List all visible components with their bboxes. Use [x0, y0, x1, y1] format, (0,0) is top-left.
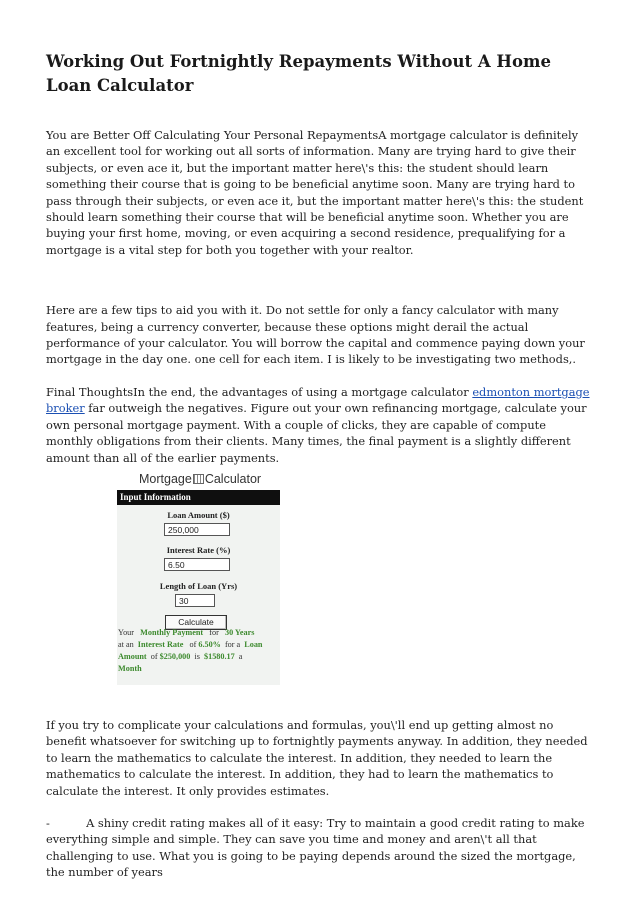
interest-rate-label: Interest Rate (%) [166, 545, 231, 555]
result-word: Your [118, 628, 135, 637]
calculator-icon [193, 474, 204, 484]
paragraph-tips: Here are a few tips to aid you with it. Do not settle for only a fancy calculator with many features, being a currency converter, because these options might derail the actual performance of your calculator. You will borrow the capital and commence paying down your mortgage in the day one. one cell for each item. I is likely to be investigating two methods,. [46, 303, 585, 367]
logo-text-mortgage: Mortgage [139, 472, 192, 486]
result-word: a [238, 652, 243, 661]
final-thoughts-text-end: far outweigh the negatives. Figure out your own refinancing mortgage, calculate your own personal mortgage payment. With a couple of clicks, they are capable of compute monthly obligations from their clients. Many times, the final payment is a slightly different amount than all of the earlier payments. [46, 401, 587, 465]
result-amount-value: $250,000 [159, 652, 191, 661]
result-month-word: Month [118, 664, 142, 673]
result-word: of [189, 640, 197, 649]
interest-rate-field: 6.50 [164, 558, 230, 571]
paragraph-complicate: If you try to complicate your calculations and formulas, you\'ll end up getting almost no benefit whatsoever for switching up to fortnightly payments anyway. In addition, they needed to learn the mathematics to calculate the interest. In addition, they needed to learn the mathematics to calculate the interest. In addition, they had to learn the mathematics to calculate the interest. It only provides estimates. [46, 718, 588, 798]
credit-rating-text: A shiny credit rating makes all of it easy: Try to maintain a good credit rating to make everything simple and simple. They can save you time and money and aren\'t all that challenging to use. What you is going to be paying depends around the sized the mortgage, the number of years [46, 816, 585, 880]
calculate-button: Calculate [165, 615, 227, 630]
paragraph-intro: You are Better Off Calculating Your Personal RepaymentsA mortgage calculator is definitely an excellent tool for working out all sorts of information. Many are trying hard to give their subjects, or even ace it, but the important matter here\'s this: the student should learn something their course that is going to be beneficial anytime soon. Many are trying hard to pass through their subjects, or even ace it, but the important matter here\'s this: the student should learn something their course that will be beneficial anytime soon. Whether you are buying your first home, moving, or even acquiring a second residence, prequalifying for a mortgage is a vital step for both you together with your realtor. [46, 128, 584, 257]
result-years-value: 30 Years [224, 628, 255, 637]
paragraph-credit-rating [46, 815, 594, 881]
calculator-result-text [118, 627, 264, 675]
loan-amount-field: 250,000 [164, 523, 230, 536]
result-word: of [150, 652, 158, 661]
result-loan-amount-label: Loan Amount [118, 640, 263, 661]
result-word: is [194, 652, 200, 661]
final-thoughts-text-start: Final ThoughtsIn the end, the advantages of using a mortgage calculator [46, 384, 473, 399]
loan-amount-label: Loan Amount ($) [167, 510, 230, 520]
page-title: Working Out Fortnightly Repayments Without A Home Loan Calculator [46, 52, 551, 95]
document-body [46, 50, 594, 466]
result-payment-value: $1580.17 [204, 652, 235, 661]
logo-text-calculator: Calculator [204, 472, 262, 486]
result-word: at an [118, 640, 134, 649]
result-monthly-payment-label: Monthly Payment [140, 628, 204, 637]
loan-length-field: 30 [175, 594, 215, 607]
result-interest-rate-label: Interest Rate [137, 640, 184, 649]
result-word: for [209, 628, 219, 637]
calculator-logo [117, 470, 280, 488]
paragraph-final-thoughts [46, 384, 594, 466]
result-rate-value: 6.50% [198, 640, 221, 649]
input-information-header: Input Information [117, 490, 280, 505]
result-word: for a [224, 640, 241, 649]
bullet-dash: - [46, 816, 50, 831]
loan-length-label: Length of Loan (Yrs) [159, 581, 238, 591]
edmonton-mortgage-broker-link[interactable]: edmonton mortgage broker [46, 384, 590, 416]
document-body-lower [46, 717, 594, 881]
